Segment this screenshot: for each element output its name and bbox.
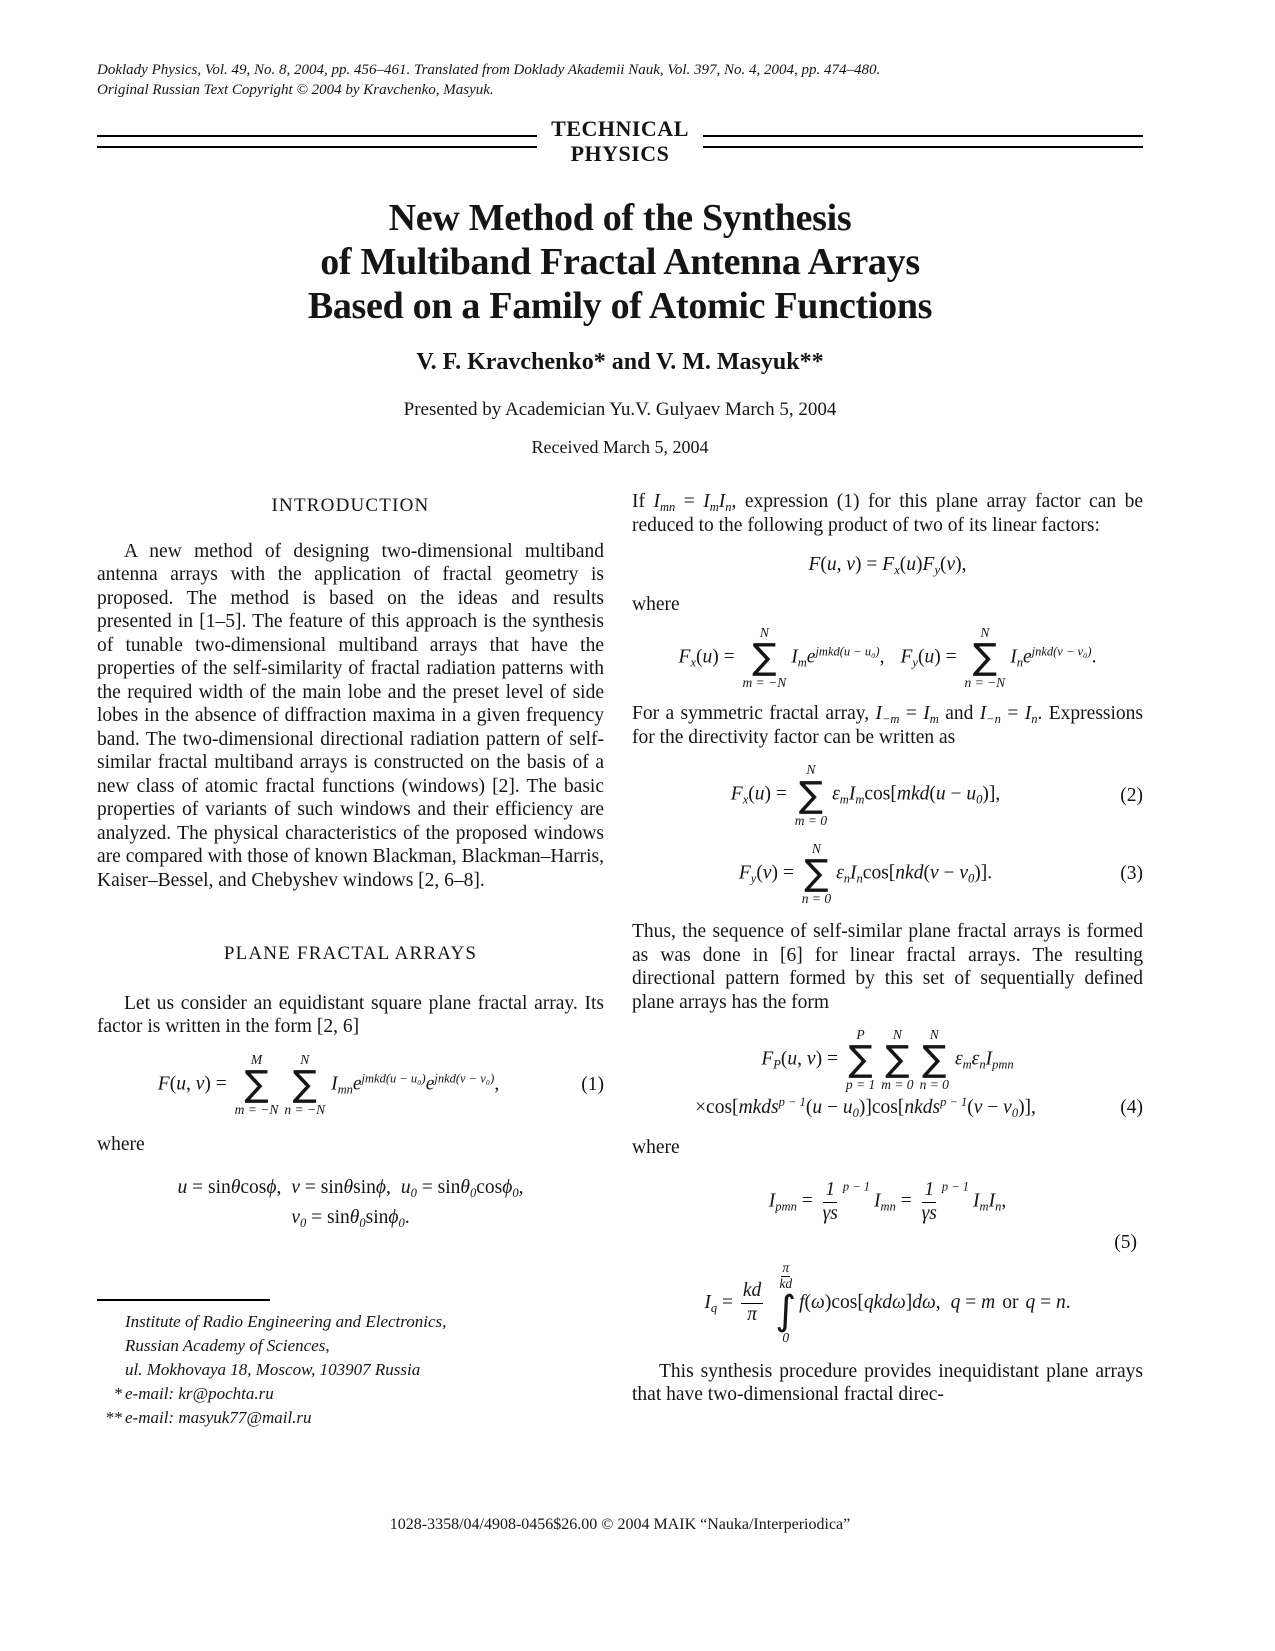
paragraph-thus: Thus, the sequence of self-similar plane fractal arrays is formed as was done in [6] for linear fractal arrays. The resulting directional pattern formed by this set of sequentially defined plane arrays has the form (632, 921, 1143, 1013)
equation-3-body: $F_y(\nu)$ = N ∑ n = 0 $\varepsilon_nI_n\cos[nkd(\nu - \nu_0)]$. (738, 840, 993, 906)
band-rule-right (703, 135, 1143, 148)
footnote-email-2 (97, 1406, 604, 1430)
paragraph-if-product: If $I_{mn} = I_mI_n$, expression (1) for this plane array factor can be reduced to the following product of two of its linear factors: (632, 491, 1143, 536)
paper-title-line-1: New Method of the Synthesis (388, 197, 852, 239)
paragraph-symmetric: For a symmetric fractal array, $I_{-m} = I_m$ and $I_{-n} = I_n$. Expressions for the directivity factor can be written as (632, 703, 1144, 748)
footnote-marker: * (113, 1384, 122, 1404)
equation-uv-line-2: $\nu_0 = \sin\theta_0\sin\phi_0$. (291, 1206, 410, 1230)
equation-4-line-2 (632, 1096, 1143, 1120)
footnote-text: e-mail: masyuk77@mail.ru (125, 1408, 312, 1428)
band-label-line-2: PHYSICS (570, 141, 670, 166)
footnote-text: e-mail: kr@pochta.ru (125, 1384, 274, 1404)
footnote-text: Russian Academy of Sciences, (125, 1336, 330, 1356)
equation-5-number: (5) (1114, 1232, 1137, 1254)
footnote-affiliation-line-1 (97, 1310, 604, 1334)
footnote-email-1 (97, 1382, 604, 1406)
footnote-text: Institute of Radio Engineering and Electronics, (125, 1312, 447, 1332)
equation-3-number: (3) (1120, 863, 1143, 885)
equation-product: F(u, $\nu) = F_x(u)F_y(\nu)$, (808, 554, 967, 577)
equation-1 (97, 1053, 604, 1117)
journal-header (97, 60, 1157, 100)
footnote-rule (97, 1299, 270, 1301)
where-label-2: where (632, 593, 680, 615)
equation-5-line-1: $I_{pmn}$ = $\frac{1}{\gamma s}$ $^{p - 1}I_{mn}$ = $\frac{1}{\gamma s}$ $^{p - 1}I_mI_n$, (768, 1179, 1007, 1224)
band-label (551, 116, 689, 166)
section-heading-plane-fractal-arrays: PLANE FRACTAL ARRAYS (223, 943, 478, 964)
footnote-marker: ** (105, 1408, 122, 1428)
equation-4-line-1: $F_P(u$, ν) = P ∑ p = 1 N ∑ m = 0 N ∑ n = 0 $\varepsilon_m\varepsilon_nI_{pmn}$ (761, 1027, 1014, 1093)
where-label-1: where (97, 1133, 145, 1155)
paper-title-line-2: of Multiband Fractal Antenna Arrays (320, 241, 920, 283)
band-rule-left (97, 135, 537, 148)
paragraph-plane-arrays: Let us consider an equidistant square plane fractal array. Its factor is written in the form [2, 6] (97, 992, 604, 1037)
footnote-marker (97, 1310, 125, 1334)
paragraph-final: This synthesis procedure provides inequidistant plane arrays that have two-dimensional fractal direc- (632, 1360, 1143, 1406)
footnote-affiliation-line-3 (97, 1358, 604, 1382)
equation-1-number: (1) (581, 1073, 604, 1095)
equation-4-number: (4) (1120, 1097, 1143, 1119)
paper-title (97, 196, 1143, 328)
equation-fx-fy: $F_x(u)$ = N ∑ m = −N $I_me^{jmkd(u - u_0)}$, $F_y(u)$ = N ∑ n = −N $I_ne^{jnkd(\nu - \nu_0)}$. (678, 625, 1097, 691)
page-footer: 1028-3358/04/4908-0456$26.00 © 2004 MAIK “Nauka/Interperiodica” (389, 1516, 851, 1533)
equation-3 (632, 842, 1143, 906)
paper-title-line-3: Based on a Family of Atomic Functions (307, 285, 933, 327)
equation-2-body: $F_x(u)$ = N ∑ m = 0 $\varepsilon_mI_m\cos[mkd(u - u_0)]$, (730, 762, 1001, 828)
journal-header-line-2: Original Russian Text Copyright © 2004 by Kravchenko, Masyuk. (97, 82, 494, 98)
equation-2-number: (2) (1120, 784, 1143, 806)
equation-1-body: F(u, ν) = M ∑ m = −N N ∑ n = −N $I_{mn}e^{jmkd(u - u_0)}e^{jnkd(\nu - \nu_0)}$, (157, 1051, 500, 1117)
where-label-3: where (632, 1136, 680, 1158)
paragraph-introduction: A new method of designing two-dimensional multiband antenna arrays with the application of fractal geometry is proposed. The method is based on the ideas and results presented in [1–5]. The feature of this approach is the synthesis of tunable two-dimensional multiband arrays that have the properties of the self-similarity of fractal radiation patterns with the required width of the main lobe and the preset level of side lobes in the absence of diffraction maxima in a given frequency band. The two-dimensional directional radiation pattern of self-similar fractal multiband arrays is constructed on the basis of a new class of atomic fractal functions (windows) [2]. The basic properties of variants of such windows and their efficiency are analyzed. The physical characteristics of the proposed windows are compared with those of known Blackman, Blackman–Harris, Kaiser–Bessel, and Chebyshev windows [2, 6–8]. (97, 540, 604, 891)
band-label-line-1: TECHNICAL (551, 116, 689, 141)
two-column-body (97, 490, 1143, 1430)
section-heading-introduction: INTRODUCTION (271, 495, 430, 516)
equation-uv-line-1: u = sinθcosϕ, ν = sinθsinϕ, $u_0 = \sin\theta_0\cos\phi_0$, (177, 1177, 524, 1201)
equation-5-line-2: $I_q$ = $\frac{kd}{\pi}$ π kd ∫ 0 f(ω)cos[qkdω]dω, q = m or q = n. (704, 1259, 1071, 1346)
right-column (632, 490, 1143, 1430)
footnote-block (97, 1299, 604, 1430)
presented-line: Presented by Academician Yu.V. Gulyaev March 5, 2004 (403, 399, 837, 420)
section-band (97, 116, 1143, 166)
equation-4-line-2-body: ×cos[mkds$^{p - 1}$(u − $u_0)]\cos[nkds^{p - 1}(\nu - \nu_0)]$, (695, 1095, 1036, 1121)
left-column (97, 490, 604, 1430)
footnote-marker (97, 1334, 125, 1358)
journal-header-line-1: Doklady Physics, Vol. 49, No. 8, 2004, pp. 456–461. Translated from Doklady Akademii Nauk, Vol. 397, No. 4, 2004, pp. 474–480. (97, 62, 881, 78)
authors-line: V. F. Kravchenko* and V. M. Masyuk** (416, 349, 824, 375)
footnote-marker (97, 1358, 125, 1382)
equation-2 (632, 763, 1143, 827)
received-line: Received March 5, 2004 (531, 437, 709, 457)
footnote-text: ul. Mokhovaya 18, Moscow, 103907 Russia (125, 1360, 421, 1380)
footnote-affiliation-line-2 (97, 1334, 604, 1358)
